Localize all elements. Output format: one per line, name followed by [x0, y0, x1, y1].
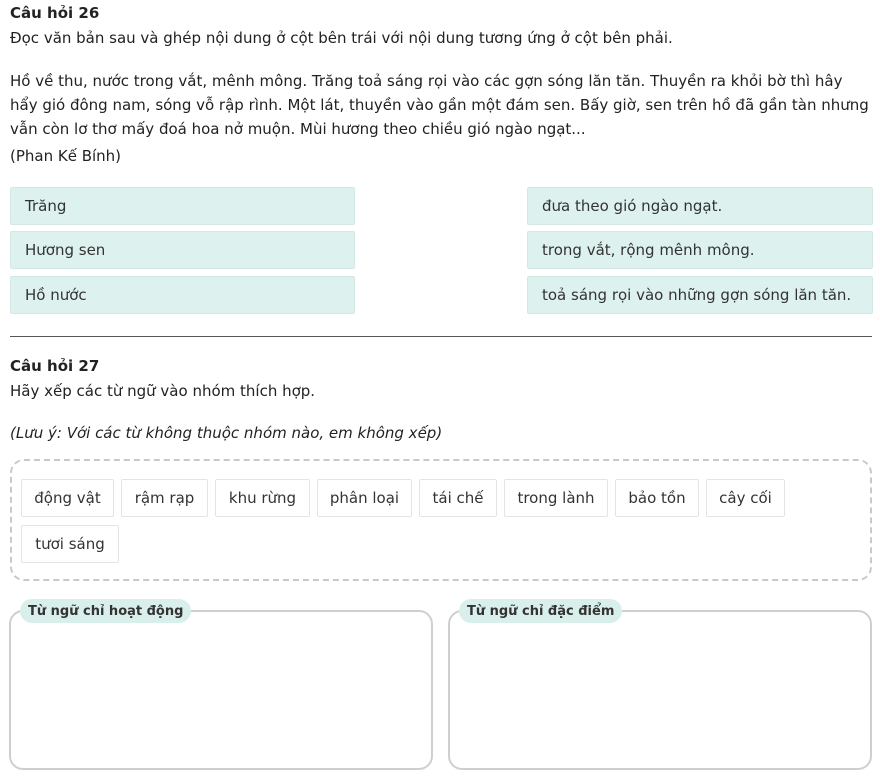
word-chip[interactable]: bảo tồn	[615, 479, 699, 517]
group-label-activity: Từ ngữ chỉ hoạt động	[20, 599, 191, 623]
word-chip[interactable]: tái chế	[419, 479, 497, 517]
group-label-characteristic: Từ ngữ chỉ đặc điểm	[459, 599, 622, 623]
word-chip[interactable]: cây cối	[706, 479, 785, 517]
group-drop-zone-activity[interactable]	[9, 610, 433, 770]
match-left-item[interactable]: Hồ nước	[10, 276, 355, 314]
section-divider	[10, 336, 872, 337]
passage-text: Hồ về thu, nước trong vắt, mênh mông. Trăng toả sáng rọi vào các gợn sóng lăn tăn. Thuyền ra khỏi bờ thì hây hẩy gió đông nam, sóng vỗ rập rình. Một lát, thuyền vào gần một đám sen. Bấy giờ, sen trên hồ đã gần tàn nhưng vẫn còn lơ thơ mấy đoá hoa nở muộn. Mùi hương theo chiều gió ngào ngạt...	[10, 72, 869, 138]
question-26-instruction: Đọc văn bản sau và ghép nội dung ở cột bên trái với nội dung tương ứng ở cột bên phải.	[10, 29, 673, 47]
question-26-title: Câu hỏi 26	[10, 4, 100, 22]
passage-author: (Phan Kế Bính)	[10, 147, 122, 165]
word-chip[interactable]: phân loại	[317, 479, 412, 517]
question-27-note: (Lưu ý: Với các từ không thuộc nhóm nào, em không xếp)	[10, 424, 443, 442]
word-chip[interactable]: khu rừng	[215, 479, 310, 517]
match-left-item[interactable]: Hương sen	[10, 231, 355, 269]
word-chip[interactable]: tươi sáng	[21, 525, 119, 563]
match-left-item[interactable]: Trăng	[10, 187, 355, 225]
match-right-item[interactable]: trong vắt, rộng mênh mông.	[527, 231, 873, 269]
word-chip[interactable]: rậm rạp	[121, 479, 208, 517]
word-bank[interactable]	[10, 459, 872, 581]
question-27-title: Câu hỏi 27	[10, 357, 100, 375]
match-right-item[interactable]: đưa theo gió ngào ngạt.	[527, 187, 873, 225]
word-chip[interactable]: động vật	[21, 479, 114, 517]
match-right-item[interactable]: toả sáng rọi vào những gợn sóng lăn tăn.	[527, 276, 873, 314]
word-chip[interactable]: trong lành	[504, 479, 608, 517]
question-27-instruction: Hãy xếp các từ ngữ vào nhóm thích hợp.	[10, 382, 316, 400]
group-drop-zone-characteristic[interactable]	[448, 610, 872, 770]
